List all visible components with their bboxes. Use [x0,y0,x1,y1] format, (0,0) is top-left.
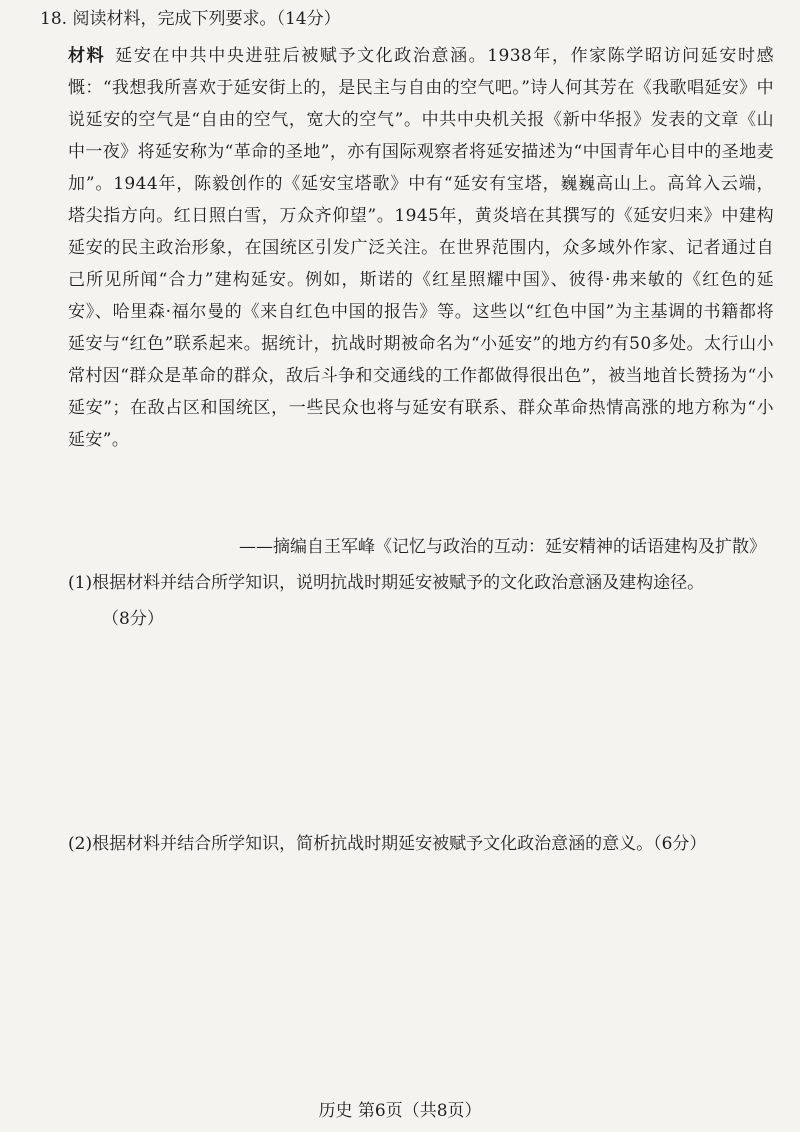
material-passage [68,40,774,456]
sub-question-2: (2)根据材料并结合所学知识，简析抗战时期延安被赋予文化政治意涵的意义。（6分） [68,834,707,854]
question-header: 18. 阅读材料，完成下列要求。（14分） [40,9,341,29]
material-source: ——摘编自王军峰《记忆与政治的互动：延安精神的话语建构及扩散》 [239,537,766,557]
material-text: 延安在中共中央进驻后被赋予文化政治意涵。1938年，作家陈学昭访问延安时感慨：“我想我所喜欢于延安街上的，是民主与自由的空气吧。”诗人何其芳在《我歌唱延安》中说延安的空气是“自由的空气，宽大的空气”。中共中央机关报《新中华报》发表的文章《山中一夜》将延安称为“革命的圣地”，亦有国际观察者将延安描述为“中国青年心目中的圣地麦加”。1944年，陈毅创作的《延安宝塔歌》中有“延安有宝塔，巍巍高山上。高耸入云端，塔尖指方向。红日照白雪，万众齐仰望”。1945年，黄炎培在其撰写的《延安归来》中建构延安的民主政治形象，在国统区引发广泛关注。在世界范围内，众多域外作家、记者通过自己所见所闻“合力”建构延安。例如，斯诺的《红星照耀中国》、彼得·弗来敏的《红色的延安》、哈里森·福尔曼的《来自红色中国的报告》等。这些以“红色中国”为主基调的书籍都将延安与“红色”联系起来。据统计，抗战时期被命名为“小延安”的地方约有50多处。太行山小常村因“群众是革命的群众，敌后斗争和交通线的工作都做得很出色”，被当地首长赞扬为“小延安”；在敌占区和国统区，一些民众也将与延安有联系、群众革命热情高涨的地方称为“小延安”。 [68,46,774,450]
material-label: 材料 [68,46,106,66]
sub-question-1: (1)根据材料并结合所学知识，说明抗战时期延安被赋予的文化政治意涵及建构途径。 [68,573,705,593]
page-footer: 历史 第6页（共8页） [318,1101,482,1121]
sub-question-1-score: （8分） [102,609,164,629]
